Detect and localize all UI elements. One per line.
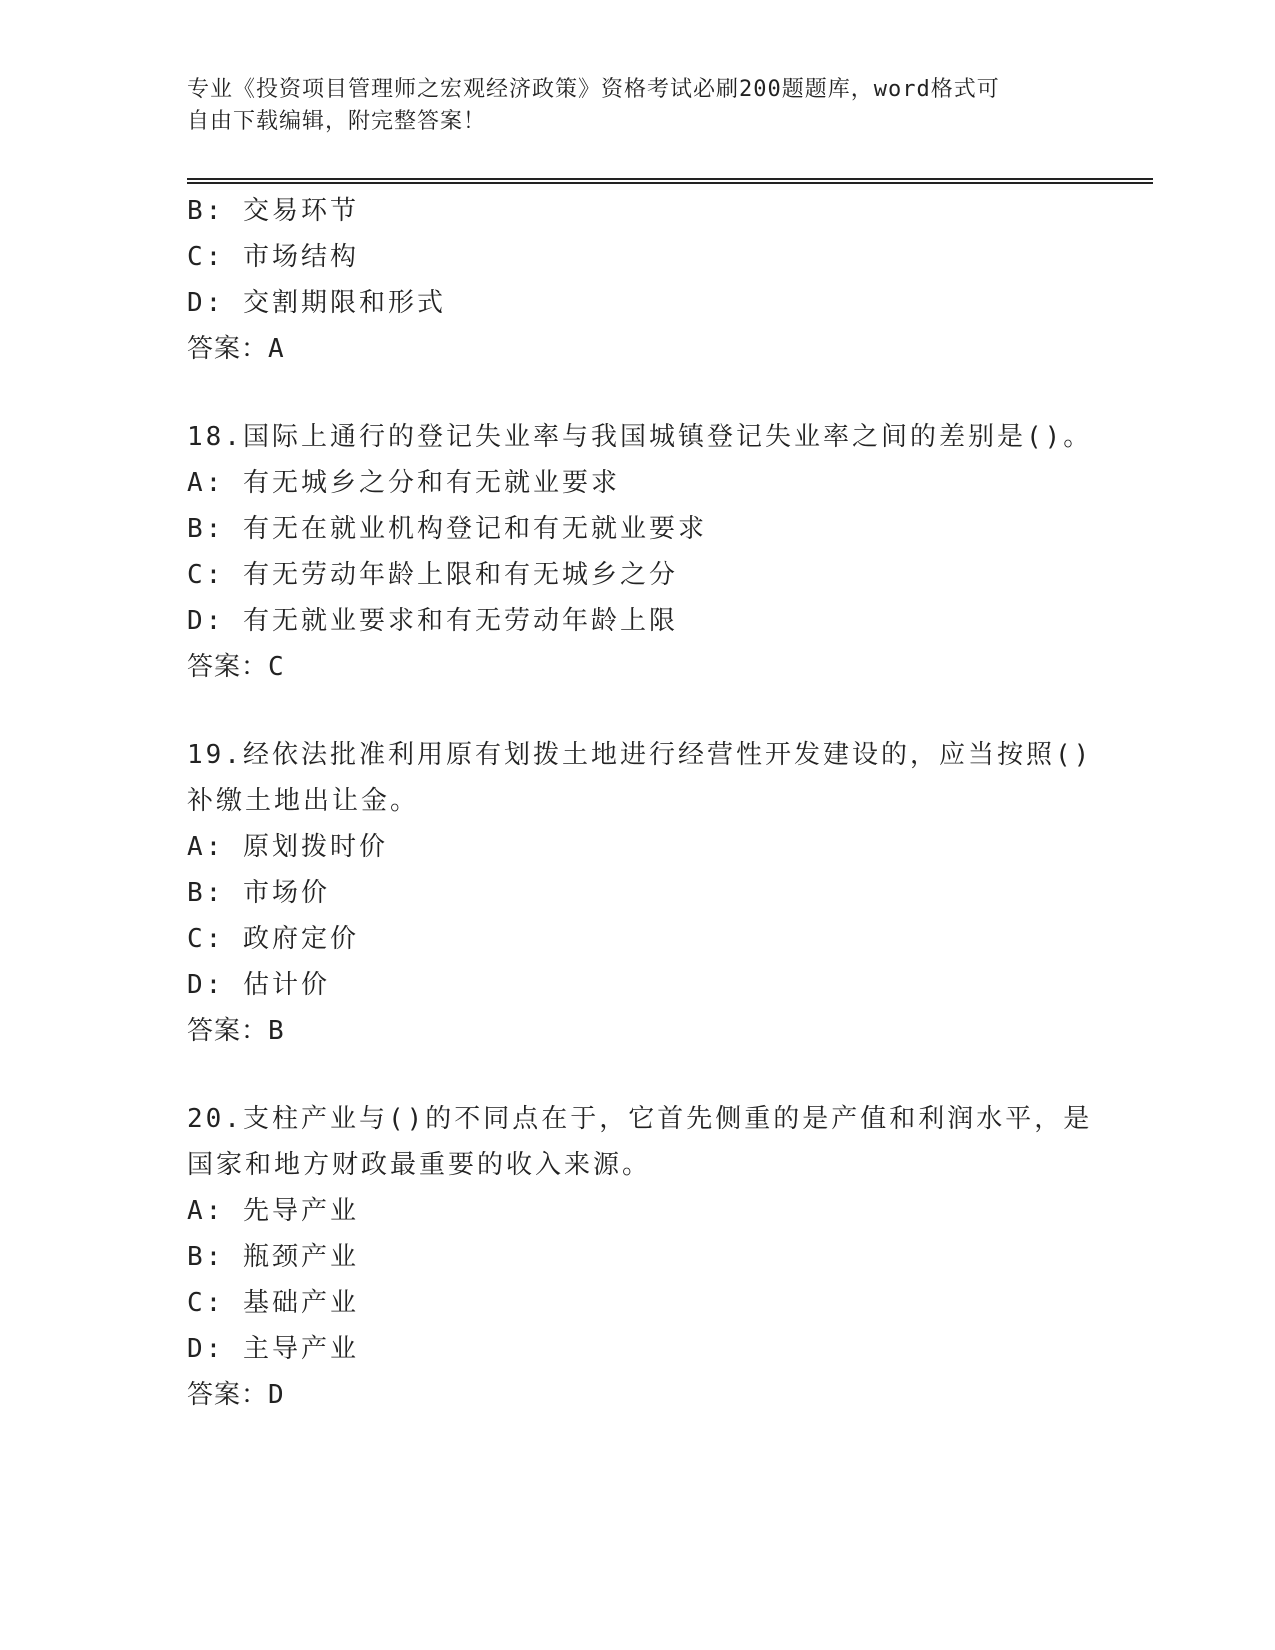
question-18: [187, 414, 1137, 690]
option-a: [187, 460, 1137, 506]
option-d: [187, 598, 1137, 644]
option-text: 有无劳动年龄上限和有无城乡之分: [242, 560, 678, 590]
question-19: [187, 732, 1137, 1054]
answer-label: 答案：: [187, 1380, 269, 1410]
option-letter: C:: [187, 242, 225, 272]
question-stem-continued: 补缴土地出让金。: [187, 786, 420, 816]
header-line-2: 自由下载编辑，附完整答案！: [187, 109, 487, 134]
header-divider-bottom: [187, 182, 1153, 184]
option-text: 基础产业: [242, 1288, 359, 1318]
option-letter: A:: [187, 1196, 225, 1226]
option-b: [187, 506, 1137, 552]
answer-value: A: [268, 334, 285, 364]
option-d: [187, 280, 1137, 326]
answer-value: C: [268, 652, 285, 682]
option-letter: C:: [187, 560, 225, 590]
option-a: [187, 1188, 1137, 1234]
answer-label: 答案：: [187, 1016, 269, 1046]
question-17-tail: [187, 188, 1137, 372]
option-d: [187, 962, 1137, 1008]
option-c: [187, 552, 1137, 598]
option-text: 估计价: [242, 970, 330, 1000]
option-text: 市场价: [242, 878, 330, 908]
option-letter: B:: [187, 514, 225, 544]
answer-label: 答案：: [187, 652, 269, 682]
answer-line: [187, 1008, 1137, 1054]
option-c: [187, 916, 1137, 962]
option-text: 主导产业: [242, 1334, 359, 1364]
option-text: 政府定价: [242, 924, 359, 954]
question-20: [187, 1096, 1137, 1418]
option-letter: B:: [187, 878, 225, 908]
answer-line: [187, 644, 1137, 690]
header-divider-top: [187, 178, 1153, 180]
answer-label: 答案：: [187, 334, 269, 364]
option-letter: B:: [187, 196, 225, 226]
option-text: 先导产业: [242, 1196, 359, 1226]
question-stem-continued: 国家和地方财政最重要的收入来源。: [187, 1150, 652, 1180]
option-text: 有无城乡之分和有无就业要求: [242, 468, 620, 498]
option-text: 交割期限和形式: [242, 288, 446, 318]
option-text: 原划拨时价: [242, 832, 388, 862]
question-stem: 19.经依法批准利用原有划拨土地进行经营性开发建设的，应当按照(): [187, 740, 1093, 770]
option-a: [187, 824, 1137, 870]
option-letter: A:: [187, 468, 225, 498]
answer-value: B: [268, 1016, 285, 1046]
option-letter: D:: [187, 1334, 225, 1364]
option-letter: D:: [187, 970, 225, 1000]
document-header: [187, 74, 1087, 138]
question-stem: 18.国际上通行的登记失业率与我国城镇登记失业率之间的差别是()。: [187, 422, 1093, 452]
answer-value: D: [268, 1380, 285, 1410]
answer-line: [187, 1372, 1137, 1418]
option-letter: A:: [187, 832, 225, 862]
option-b: [187, 188, 1137, 234]
option-text: 有无在就业机构登记和有无就业要求: [242, 514, 707, 544]
option-b: [187, 1234, 1137, 1280]
option-text: 瓶颈产业: [242, 1242, 359, 1272]
header-line-1: 专业《投资项目管理师之宏观经济政策》资格考试必刷200题题库，word格式可: [187, 77, 1000, 102]
option-letter: C:: [187, 924, 225, 954]
question-stem: 20.支柱产业与()的不同点在于，它首先侧重的是产值和利润水平，是: [187, 1104, 1093, 1134]
option-c: [187, 1280, 1137, 1326]
option-text: 市场结构: [242, 242, 359, 272]
answer-line: [187, 326, 1137, 372]
option-b: [187, 870, 1137, 916]
option-text: 交易环节: [242, 196, 359, 226]
option-c: [187, 234, 1137, 280]
option-letter: B:: [187, 1242, 225, 1272]
option-text: 有无就业要求和有无劳动年龄上限: [242, 606, 678, 636]
option-letter: D:: [187, 606, 225, 636]
option-letter: C:: [187, 1288, 225, 1318]
option-d: [187, 1326, 1137, 1372]
option-letter: D:: [187, 288, 225, 318]
question-content: [187, 188, 1137, 1418]
